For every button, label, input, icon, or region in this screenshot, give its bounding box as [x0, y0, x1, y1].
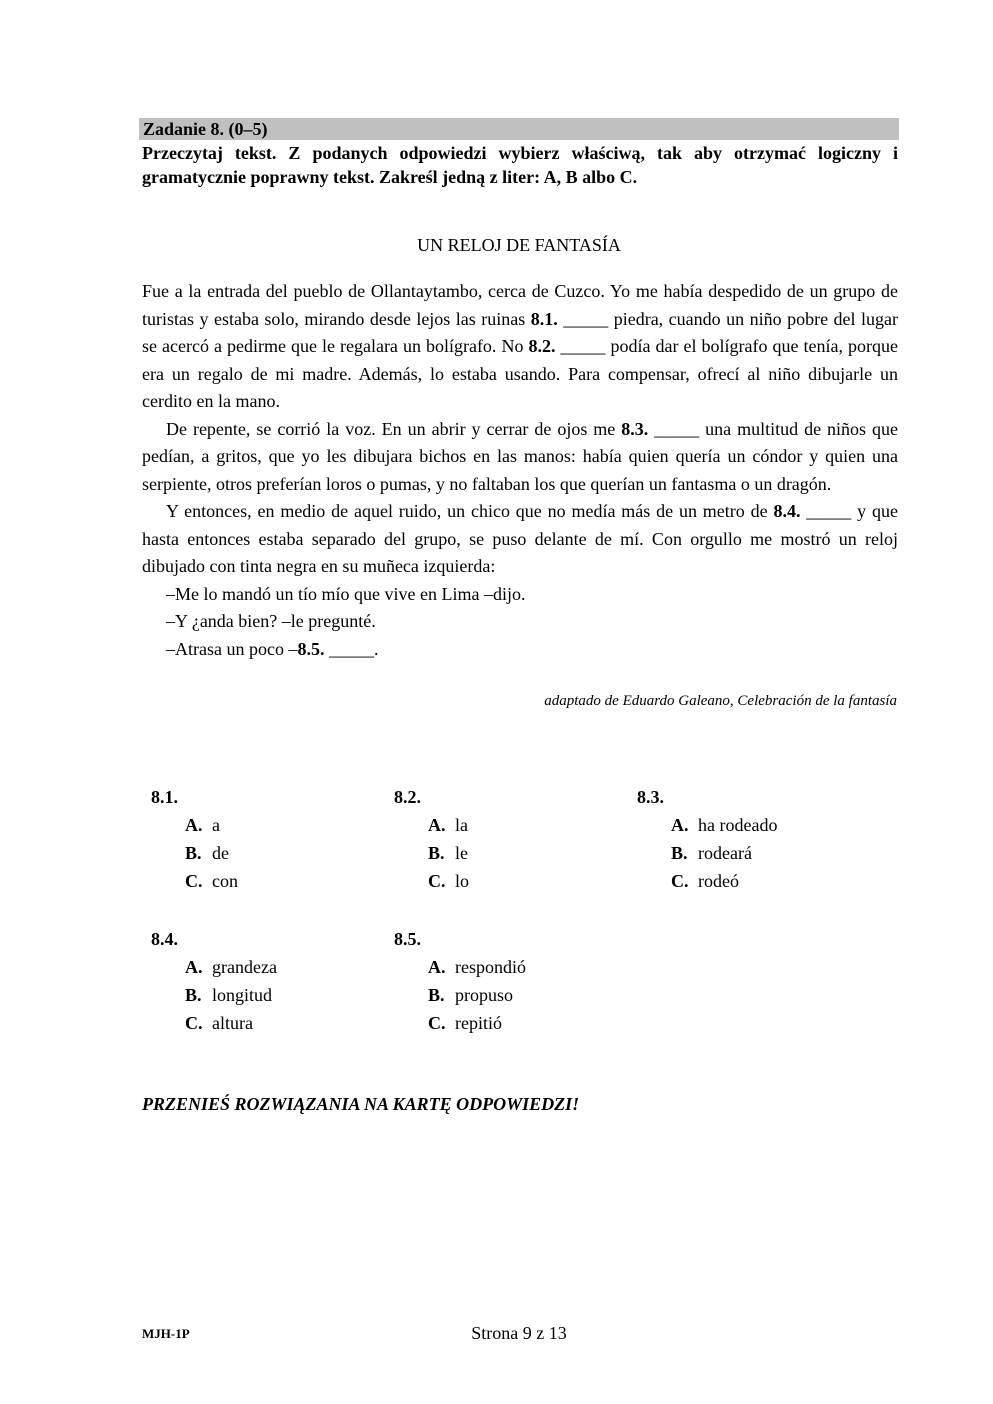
story-paragraph-1 — [142, 278, 898, 416]
option-text: a — [212, 815, 220, 835]
gap-marker-8-1: 8.1. — [530, 308, 558, 329]
option-text: con — [212, 871, 238, 891]
option-b[interactable] — [384, 839, 469, 867]
story-text — [142, 278, 898, 663]
source-citation: adaptado de Eduardo Galeano, Celebración de la fantasía — [544, 693, 897, 709]
text-segment: _____. — [324, 638, 379, 659]
option-c[interactable] — [141, 1009, 277, 1037]
option-letter: C. — [185, 1013, 203, 1033]
text-segment: Y entonces, en medio de aquel ruido, un chico que no medía más de un metro de — [166, 501, 774, 521]
option-b[interactable] — [141, 981, 277, 1009]
question-number: 8.1. — [151, 787, 178, 807]
option-letter: B. — [671, 843, 688, 863]
option-a[interactable] — [384, 811, 469, 839]
option-a[interactable] — [384, 953, 526, 981]
dialog-line-2: –Y ¿anda bien? –le pregunté. — [166, 611, 376, 631]
option-text: rodeó — [698, 871, 739, 891]
question-number: 8.3. — [637, 787, 664, 807]
text-segment: –Atrasa un poco – — [166, 638, 298, 659]
question-8-4 — [141, 925, 277, 1037]
dialog-line-3 — [142, 636, 898, 664]
question-8-3 — [627, 783, 777, 895]
text-segment: De repente, se corrió la voz. En un abrir y cerrar de ojos me — [166, 418, 622, 439]
option-letter: A. — [185, 815, 203, 835]
option-c[interactable] — [627, 867, 777, 895]
page-number: Strona 9 z 13 — [471, 1323, 567, 1343]
option-letter: B. — [428, 985, 445, 1005]
option-c[interactable] — [384, 1009, 526, 1037]
gap-marker-8-3: 8.3. — [621, 418, 649, 439]
transfer-answers-note: PRZENIEŚ ROZWIĄZANIA NA KARTĘ ODPOWIEDZI! — [142, 1094, 580, 1114]
option-text: le — [455, 843, 468, 863]
option-text: de — [212, 843, 229, 863]
text-segment: _____ y que hasta entonces estaba separado del grupo, se puso delante de mí. Con orgullo me mostró un reloj dibujado con tinta negra en su muñeca izquierda: — [142, 501, 898, 576]
text-segment: _____ una multitud de niños que pedían, a gritos, que yo les dibujara bichos en las manos: había quien quería un cóndor y quien una serpiente, otros preferían loros o pumas, y no faltaban los que querían un fantasma o un dragón. — [142, 418, 899, 494]
option-text: longitud — [212, 985, 273, 1005]
task-instruction: Przeczytaj tekst. Z podanych odpowiedzi wybierz właściwą, tak aby otrzymać logiczny i gramatycznie poprawny tekst. Zakreśl jedną z liter: A, B albo C. — [142, 143, 898, 187]
option-text: propuso — [455, 985, 513, 1005]
option-letter: B. — [185, 985, 202, 1005]
gap-marker-8-4: 8.4. — [773, 501, 801, 521]
option-text: lo — [455, 871, 470, 891]
option-letter: A. — [671, 815, 689, 835]
question-8-5 — [384, 925, 526, 1037]
task-header: Zadanie 8. (0–5) — [139, 118, 899, 140]
option-c[interactable] — [141, 867, 238, 895]
text-segment: Fue a la entrada del pueblo de Ollantaytambo, cerca de Cuzco. Yo me había despedido de un grupo de turistas y estaba solo, mirando desde lejos las ruinas — [142, 281, 898, 329]
option-text: rodeará — [698, 843, 752, 863]
story-paragraph-3 — [142, 498, 898, 581]
question-number: 8.5. — [394, 929, 421, 949]
option-text: respondió — [455, 957, 526, 977]
gap-marker-8-5: 8.5. — [297, 638, 325, 659]
option-letter: C. — [671, 871, 689, 891]
option-b[interactable] — [141, 839, 238, 867]
option-letter: B. — [185, 843, 202, 863]
option-letter: C. — [428, 1013, 446, 1033]
text-segment: _____ podía dar el bolígrafo que tenía, porque era un regalo de mi madre. Además, lo estaba usando. Para compensar, ofrecí al niño dibujarle un cerdito en la mano. — [142, 336, 898, 411]
option-text: grandeza — [212, 957, 277, 977]
exam-code: MJH-1P — [142, 1326, 190, 1341]
question-number: 8.4. — [151, 929, 178, 949]
question-number: 8.2. — [394, 787, 421, 807]
option-letter: A. — [428, 815, 446, 835]
option-text: altura — [212, 1013, 253, 1033]
option-c[interactable] — [384, 867, 469, 895]
option-text: la — [455, 815, 468, 835]
option-a[interactable] — [627, 811, 777, 839]
option-b[interactable] — [627, 839, 777, 867]
story-title: UN RELOJ DE FANTASÍA — [417, 235, 621, 255]
option-text: repitió — [455, 1013, 502, 1033]
option-a[interactable] — [141, 811, 238, 839]
gap-marker-8-2: 8.2. — [528, 336, 556, 356]
option-letter: C. — [185, 871, 203, 891]
text-segment: _____ piedra, cuando un niño pobre del lugar se acercó a pedirme que le regalara un bolígrafo. No — [142, 308, 898, 356]
option-a[interactable] — [141, 953, 277, 981]
option-letter: A. — [428, 957, 446, 977]
option-letter: A. — [185, 957, 203, 977]
question-8-1 — [141, 783, 238, 895]
question-8-2 — [384, 783, 469, 895]
option-b[interactable] — [384, 981, 526, 1009]
story-paragraph-2 — [142, 416, 898, 499]
option-letter: C. — [428, 871, 446, 891]
dialog-line-1: –Me lo mandó un tío mío que vive en Lima –dijo. — [166, 583, 526, 604]
option-text: ha rodeado — [698, 815, 778, 835]
option-letter: B. — [428, 843, 445, 863]
